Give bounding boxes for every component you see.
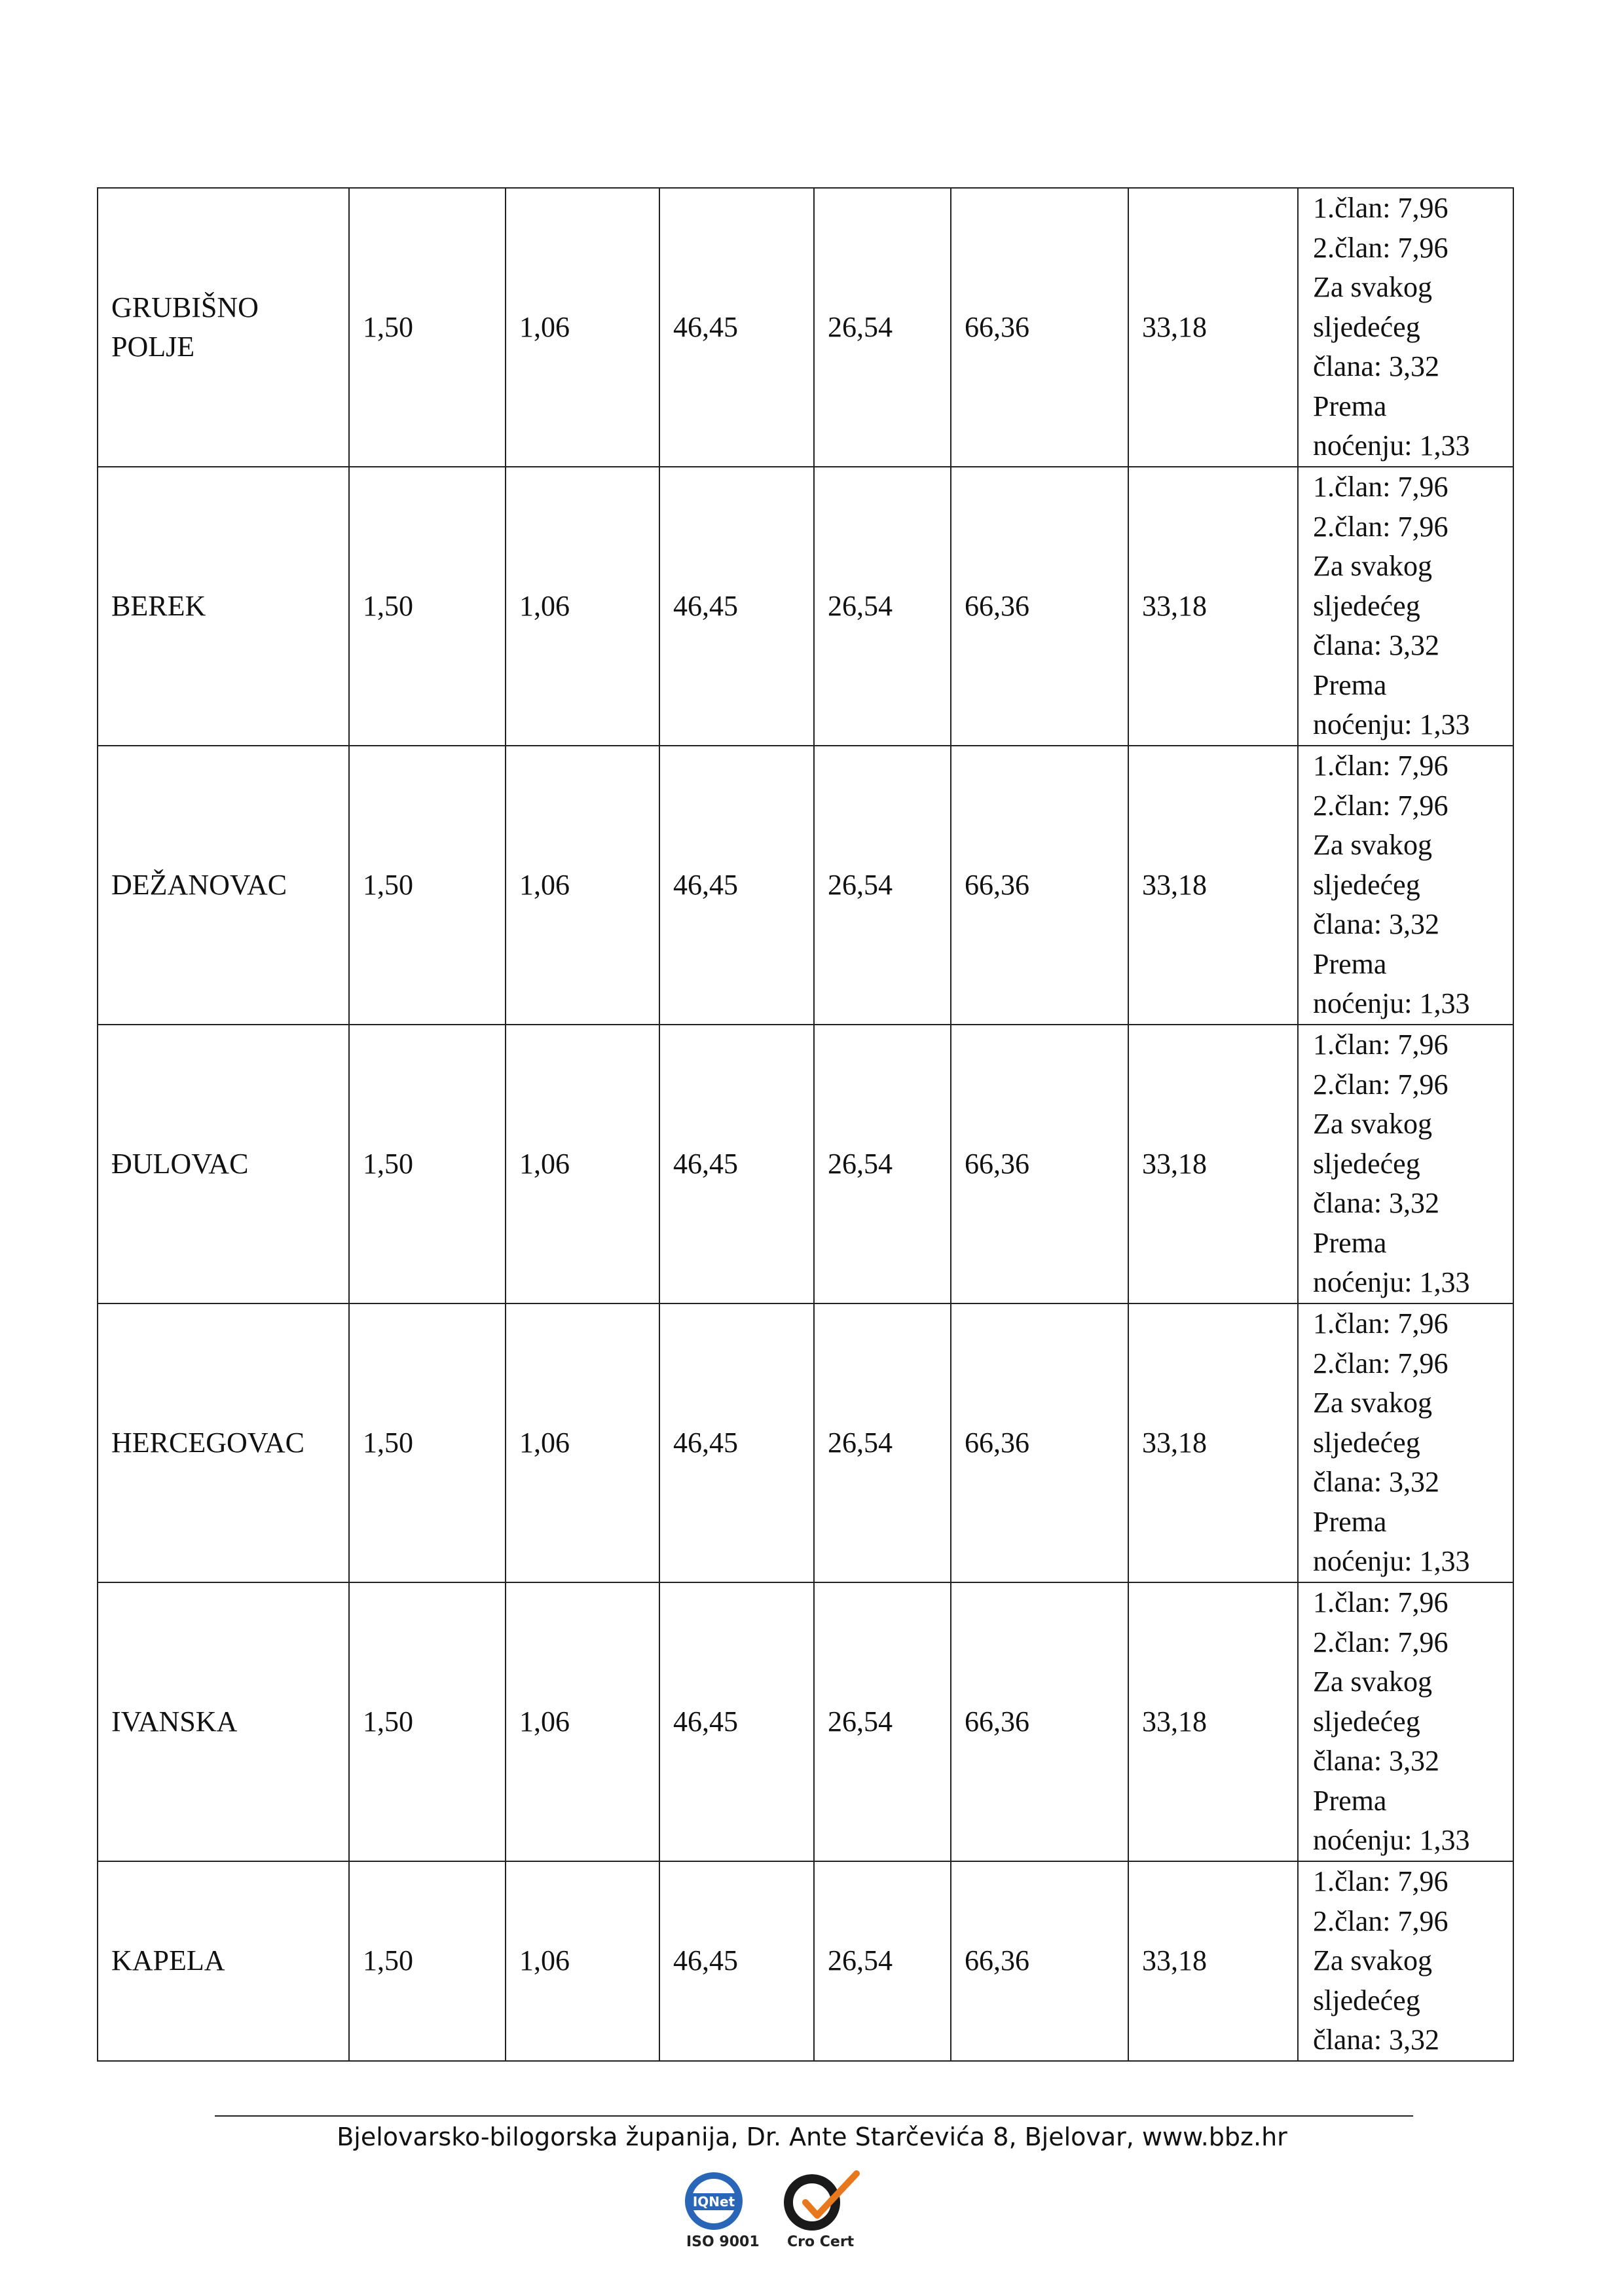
value-cell: 33,18 [1128,467,1298,746]
value-cell: 46,45 [659,1025,814,1303]
value-cell: 46,45 [659,188,814,467]
iqnet-iso-logo [668,2168,760,2234]
value-cell: 1,06 [506,1025,659,1303]
value-cell: 66,36 [951,188,1128,467]
municipality-name: DEŽANOVAC [98,746,349,1025]
iso-caption: ISO 9001 [686,2234,760,2250]
municipality-name: IVANSKA [98,1582,349,1861]
value-cell: 1,06 [506,188,659,467]
value-cell: 1,06 [506,746,659,1025]
value-cell: 1,50 [349,1025,506,1303]
member-rate-note: 1.član: 7,96 2.član: 7,96 Za svakog sljedećeg člana: 3,32 Prema noćenju: 1,33 [1298,1582,1513,1861]
table-row [98,1582,1513,1861]
crocert-logo [779,2168,871,2234]
value-cell: 1,50 [349,1582,506,1861]
value-cell: 1,06 [506,1303,659,1582]
municipality-name: KAPELA [98,1861,349,2061]
value-cell: 46,45 [659,1303,814,1582]
municipality-name: ĐULOVAC [98,1025,349,1303]
table-row [98,746,1513,1025]
value-cell: 1,50 [349,1303,506,1582]
value-cell: 1,50 [349,746,506,1025]
value-cell: 26,54 [814,746,951,1025]
value-cell: 46,45 [659,746,814,1025]
value-cell: 26,54 [814,1582,951,1861]
value-cell: 33,18 [1128,1025,1298,1303]
value-cell: 1,06 [506,1861,659,2061]
value-cell: 66,36 [951,1861,1128,2061]
value-cell: 33,18 [1128,1582,1298,1861]
municipality-name: BEREK [98,467,349,746]
value-cell: 1,06 [506,467,659,746]
value-cell: 66,36 [951,1582,1128,1861]
certification-logos [668,2168,884,2260]
member-rate-note: 1.član: 7,96 2.član: 7,96 Za svakog sljedećeg člana: 3,32 Prema noćenju: 1,33 [1298,467,1513,746]
table-row [98,188,1513,467]
value-cell: 26,54 [814,188,951,467]
value-cell: 46,45 [659,467,814,746]
value-cell: 26,54 [814,1025,951,1303]
value-cell: 66,36 [951,467,1128,746]
value-cell: 26,54 [814,1303,951,1582]
table-row [98,1303,1513,1582]
crocert-caption: Cro Cert [787,2234,855,2250]
value-cell: 1,50 [349,467,506,746]
table-row [98,1025,1513,1303]
table-row [98,467,1513,746]
value-cell: 26,54 [814,467,951,746]
value-cell: 33,18 [1128,1861,1298,2061]
iqnet-logo-text: IQNet [692,2194,735,2210]
value-cell: 1,50 [349,1861,506,2061]
value-cell: 46,45 [659,1861,814,2061]
member-rate-note: 1.član: 7,96 2.član: 7,96 Za svakog sljedećeg člana: 3,32 Prema noćenju: 1,33 [1298,746,1513,1025]
value-cell: 66,36 [951,746,1128,1025]
value-cell: 33,18 [1128,746,1298,1025]
value-cell: 26,54 [814,1861,951,2061]
value-cell: 1,50 [349,188,506,467]
footer-divider [215,2115,1413,2117]
member-rate-note: 1.član: 7,96 2.član: 7,96 Za svakog sljedećeg člana: 3,32 Prema noćenju: 1,33 [1298,1303,1513,1582]
value-cell: 1,06 [506,1582,659,1861]
value-cell: 66,36 [951,1303,1128,1582]
member-rate-note: 1.član: 7,96 2.član: 7,96 Za svakog sljedećeg člana: 3,32 Prema noćenju: 1,33 [1298,1025,1513,1303]
value-cell: 46,45 [659,1582,814,1861]
table-row [98,1861,1513,2061]
value-cell: 66,36 [951,1025,1128,1303]
member-rate-note: 1.član: 7,96 2.član: 7,96 Za svakog sljedećeg člana: 3,32 [1298,1861,1513,2061]
value-cell: 33,18 [1128,188,1298,467]
footer-address: Bjelovarsko-bilogorska županija, Dr. Ante Starčevića 8, Bjelovar, www.bbz.hr [337,2123,1287,2151]
municipality-name: GRUBIŠNO POLJE [98,188,349,467]
municipality-name: HERCEGOVAC [98,1303,349,1582]
value-cell: 33,18 [1128,1303,1298,1582]
municipality-rate-table [97,187,1514,2062]
member-rate-note: 1.član: 7,96 2.član: 7,96 Za svakog sljedećeg člana: 3,32 Prema noćenju: 1,33 [1298,188,1513,467]
